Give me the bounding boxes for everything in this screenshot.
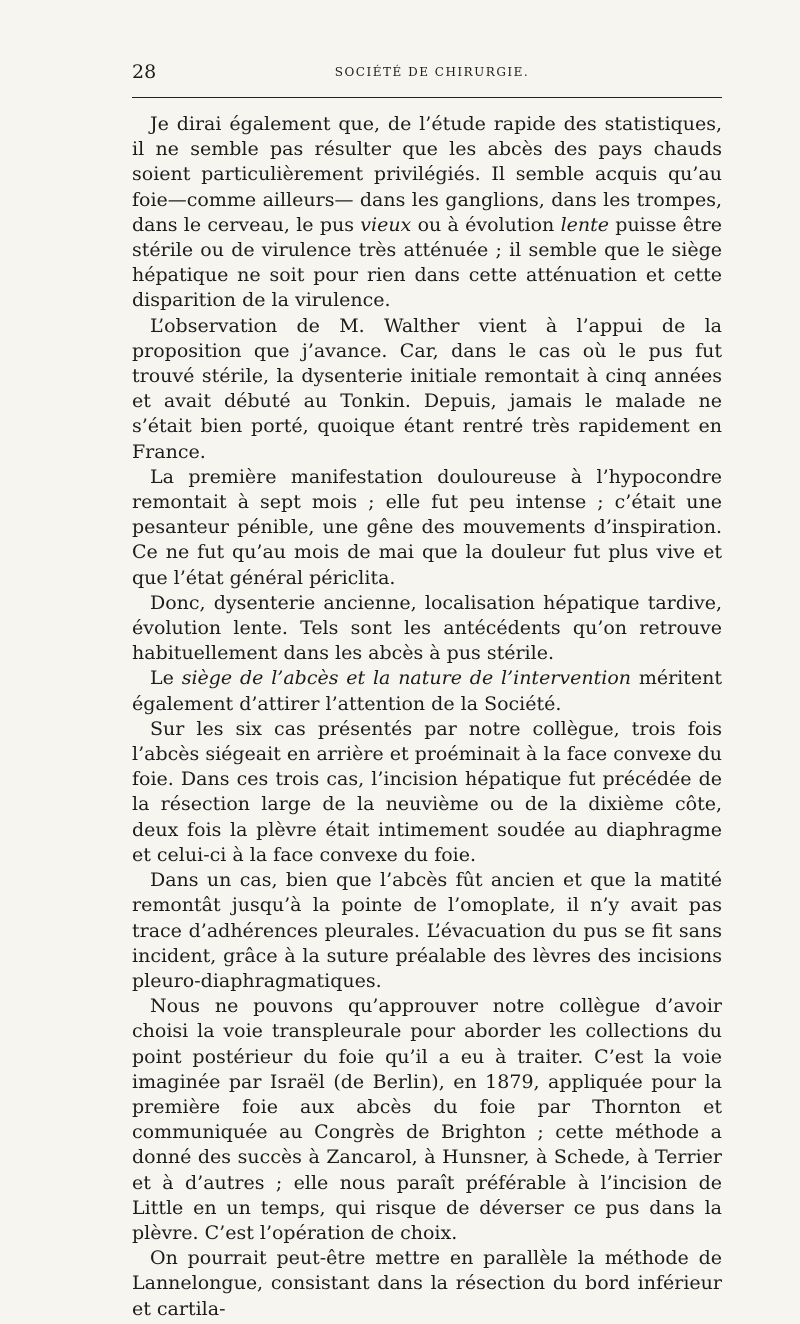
body-text bbox=[132, 112, 722, 1322]
paragraph bbox=[132, 591, 722, 667]
text-run: ou à évolution bbox=[411, 213, 561, 236]
paragraph bbox=[132, 112, 722, 314]
text-run: On pourrait peut-être mettre en parallèle la méthode de Lannelongue, consistant dans la résection du bord inférieur et cartila- bbox=[132, 1247, 722, 1320]
text-run: Le bbox=[150, 667, 182, 690]
paragraph bbox=[132, 314, 722, 465]
paragraph bbox=[132, 868, 722, 994]
text-run: méritent également d’attirer l’attention de la Société. bbox=[132, 667, 722, 715]
italic-text: siège de l’abcès et la nature de l’intervention bbox=[181, 667, 631, 690]
text-run: Dans un cas, bien que l’abcès fût ancien et que la matité remontât jusqu’à la pointe de l’omoplate, il n’y avait pas trace d’adhérences pleurales. L’évacuation du pus se fit sans incident, grâce à la suture préalable des lèvres des incisions pleuro-diaphragmatiques. bbox=[132, 869, 722, 992]
page-number: 28 bbox=[132, 61, 157, 83]
running-title: SOCIÉTÉ DE CHIRURGIE. bbox=[334, 65, 530, 79]
paragraph bbox=[132, 717, 722, 868]
header-rule bbox=[132, 97, 722, 98]
text-run: La première manifestation douloureuse à l’hypocondre remontait à sept mois ; elle fut peu intense ; c’était une pesanteur pénible, une gêne des mouvements d’inspiration. Ce ne fut qu’au mois de mai que la douleur fut plus vive et que l’état général périclita. bbox=[132, 465, 722, 589]
text-run: L’observation de M. Walther vient à l’appui de la proposition que j’avance. Car, dans le cas où le pus fut trouvé stérile, la dysenterie initiale remontait à cinq années et avait débuté au Tonkin. Depuis, jamais le malade ne s’était bien porté, quoique étant rentré très rapidement en France. bbox=[132, 314, 722, 463]
italic-text: vieux bbox=[360, 213, 412, 236]
text-run: Donc, dysenterie ancienne, localisation hépatique tardive, évolution lente. Tels sont les antécédents qu’on retrouve habituellement dans les abcès à pus stérile. bbox=[132, 591, 722, 665]
page-header bbox=[132, 58, 722, 86]
text-run: Je dirai également que, de l’étude rapide des statistiques, il ne semble pas résulter que les abcès des pays chauds soient particulièrement privilégiés. Il semble acquis qu’au foie—comme ailleurs— dans les ganglions, dans les trompes, dans le cerveau, le pus bbox=[132, 113, 722, 236]
italic-text: lente bbox=[560, 213, 609, 236]
paragraph bbox=[132, 1246, 722, 1322]
paragraph bbox=[132, 994, 722, 1246]
paragraph bbox=[132, 465, 722, 591]
text-run: Nous ne pouvons qu’approuver notre collègue d’avoir choisi la voie transpleurale pour aborder les collections du point postérieur du foie qu’il a eu à traiter. C’est la voie imaginée par Israël (de Berlin), en 1879, appliquée pour la première foie aux abcès du foie par Thornton et communiquée au Congrès de Brighton ; cette méthode a donné des succès à Zancarol, à Hunsner, à Schede, à Terrier et à d’autres ; elle nous paraît préférable à l’incision de Little en un temps, qui risque de déverser ce pus dans la plèvre. C’est l’opération de choix. bbox=[132, 995, 722, 1244]
paragraph bbox=[132, 666, 722, 716]
text-run: puisse être stérile ou de virulence très atténuée ; il semble que le siège hépatique ne soit pour rien dans cette atténuation et cette disparition de la virulence. bbox=[132, 213, 723, 312]
text-run: Sur les six cas présentés par notre collègue, trois fois l’abcès siégeait en arrière et proéminait à la face convexe du foie. Dans ces trois cas, l’incision hépatique fut précédée de la résection large de la neuvième ou de la dixième côte, deux fois la plèvre était intimement soudée au diaphragme et celui-ci à la face convexe du foie. bbox=[132, 717, 722, 866]
